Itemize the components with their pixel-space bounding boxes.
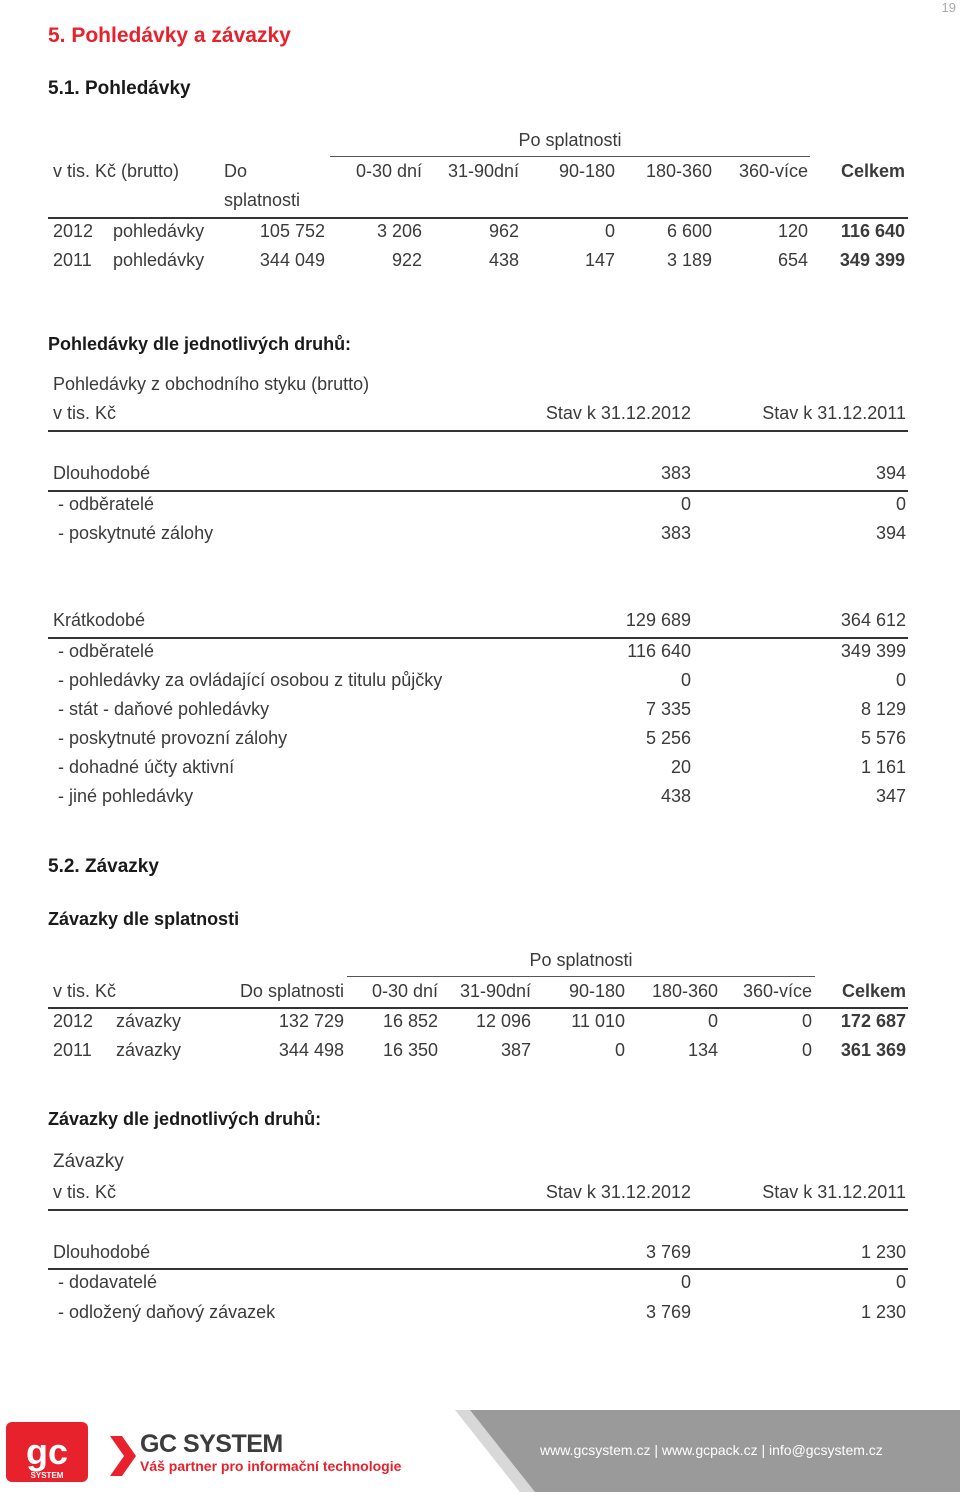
list-item: - odložený daňový závazek [58,1302,276,1322]
cell: 344 049 [259,250,325,270]
value-2011: 0 [895,494,906,514]
subsection-liabilities-title: 5.2. Závazky [48,856,159,877]
cell: 654 [777,250,808,270]
cell: 105 752 [259,221,325,241]
value-2011: 8 129 [860,699,906,719]
svg-text:gc: gc [25,1431,69,1472]
col-header-90-180: 90-180 [558,161,615,181]
list-item: - poskytnuté provozní zálohy [58,728,288,748]
col-header-due: Do splatnosti [239,981,344,1001]
col-header-2012: Stav k 31.12.2012 [545,1182,691,1202]
cell: 922 [391,250,422,270]
value-2012: 20 [670,757,691,777]
list-item: - poskytnuté zálohy [58,523,214,543]
group-label: Dlouhodobé [53,463,151,483]
value-2012: 0 [680,494,691,514]
cell: 387 [500,1040,531,1060]
gc-logo-icon [6,1422,88,1482]
liabilities-types-heading: Závazky dle jednotlivých druhů: [48,1109,322,1129]
col-header-2012: Stav k 31.12.2012 [545,403,691,423]
cell: 962 [488,221,519,241]
value-2012: 116 640 [627,641,691,661]
col-header-due: Do [224,161,248,181]
value-2011: 0 [895,670,906,690]
liabilities-types-subheading: Závazky [53,1151,124,1172]
value-2012: 438 [660,786,691,806]
col-header-total: Celkem [840,161,905,181]
footer-brand: GC SYSTEM [140,1430,283,1458]
col-header-unit: v tis. Kč [53,1182,117,1202]
value-2011: 349 399 [840,641,906,661]
value-2012: 7 335 [645,699,691,719]
cell: 16 852 [382,1011,438,1031]
col-header-unit: v tis. Kč (brutto) [53,161,180,181]
cell: 0 [614,1040,625,1060]
cell: 0 [604,221,615,241]
col-header-0-30: 0-30 dní [371,981,438,1001]
value-2012: 0 [680,1272,691,1292]
list-item: - jiné pohledávky [58,786,194,806]
value-2011: 5 576 [860,728,906,748]
cell: 344 498 [278,1040,344,1060]
cell: 0 [801,1040,812,1060]
cell: 16 350 [382,1040,438,1060]
value-2011: 394 [875,463,906,483]
cell: 438 [488,250,519,270]
list-item: - dodavatelé [58,1272,158,1292]
group-label: Krátkodobé [53,610,146,630]
cell: 0 [707,1011,718,1031]
chevron-logo-icon [110,1436,136,1481]
cell: 147 [584,250,615,270]
col-header-180-360: 180-360 [651,981,718,1001]
cell: 134 [687,1040,718,1060]
value-2011: 0 [895,1272,906,1292]
cell: 11 010 [571,1011,625,1031]
list-item: - pohledávky za ovládající osobou z titulu půjčky [58,670,443,690]
list-item: - stát - daňové pohledávky [58,699,270,719]
cell-total: 116 640 [840,221,905,241]
overdue-group-header: Po splatnosti [529,950,633,970]
col-header-due-wrap: splatnosti [224,190,301,210]
value-2012: 3 769 [645,1302,691,1322]
value-2012: 129 689 [625,610,691,630]
value-2012: 383 [660,523,691,543]
value-2012: 3 769 [645,1242,691,1262]
col-header-360-plus: 360-více [738,161,808,181]
cell: 6 600 [666,221,712,241]
col-header-total: Celkem [841,981,906,1001]
row-label: pohledávky [113,250,205,270]
cell-total: 172 687 [840,1011,906,1031]
row-year: 2012 [53,1011,94,1031]
row-year: 2012 [53,221,94,241]
value-2011: 364 612 [840,610,906,630]
cell: 120 [777,221,808,241]
cell-total: 349 399 [839,250,905,270]
cell-total: 361 369 [840,1040,906,1060]
footer-tagline: Váš partner pro informační technologie [140,1458,402,1474]
liabilities-maturity-heading: Závazky dle splatnosti [48,909,240,929]
list-item: - dohadné účty aktivní [58,757,235,777]
col-header-0-30: 0-30 dní [355,161,422,181]
value-2011: 1 230 [860,1302,906,1322]
value-2011: 347 [875,786,906,806]
value-2012: 383 [660,463,691,483]
cell: 3 206 [376,221,422,241]
cell: 0 [801,1011,812,1031]
value-2011: 1 161 [860,757,906,777]
row-year: 2011 [53,250,92,270]
svg-text:SYSTEM: SYSTEM [30,1471,64,1480]
overdue-group-header: Po splatnosti [518,130,622,150]
value-2011: 1 230 [860,1242,906,1262]
receivables-types-heading: Pohledávky dle jednotlivých druhů: [48,334,352,354]
row-year: 2011 [53,1040,92,1060]
col-header-2011: Stav k 31.12.2011 [762,403,906,423]
page-number: 19 [941,0,956,15]
value-2011: 394 [875,523,906,543]
cell: 3 189 [666,250,712,270]
col-header-unit: v tis. Kč [53,981,117,1001]
row-label: pohledávky [113,221,205,241]
receivables-types-subheading: Pohledávky z obchodního styku (brutto) [53,374,370,394]
list-item: - odběratelé [58,641,155,661]
col-header-90-180: 90-180 [568,981,625,1001]
col-header-2011: Stav k 31.12.2011 [762,1182,906,1202]
col-header-31-90: 31-90dní [447,161,519,181]
group-label: Dlouhodobé [53,1242,151,1262]
list-item: - odběratelé [58,494,155,514]
value-2012: 5 256 [645,728,691,748]
cell: 12 096 [475,1011,531,1031]
page-footer [0,1400,960,1495]
col-header-unit: v tis. Kč [53,403,117,423]
footer-links[interactable]: www.gcsystem.cz | www.gcpack.cz | info@gcsystem.cz [540,1442,883,1458]
cell: 132 729 [278,1011,344,1031]
row-label: závazky [116,1011,182,1031]
row-label: závazky [116,1040,182,1060]
col-header-31-90: 31-90dní [459,981,531,1001]
col-header-180-360: 180-360 [645,161,712,181]
section-title: 5. Pohledávky a závazky [48,24,291,47]
subsection-receivables-title: 5.1. Pohledávky [48,78,191,99]
value-2012: 0 [680,670,691,690]
col-header-360-plus: 360-více [742,981,812,1001]
